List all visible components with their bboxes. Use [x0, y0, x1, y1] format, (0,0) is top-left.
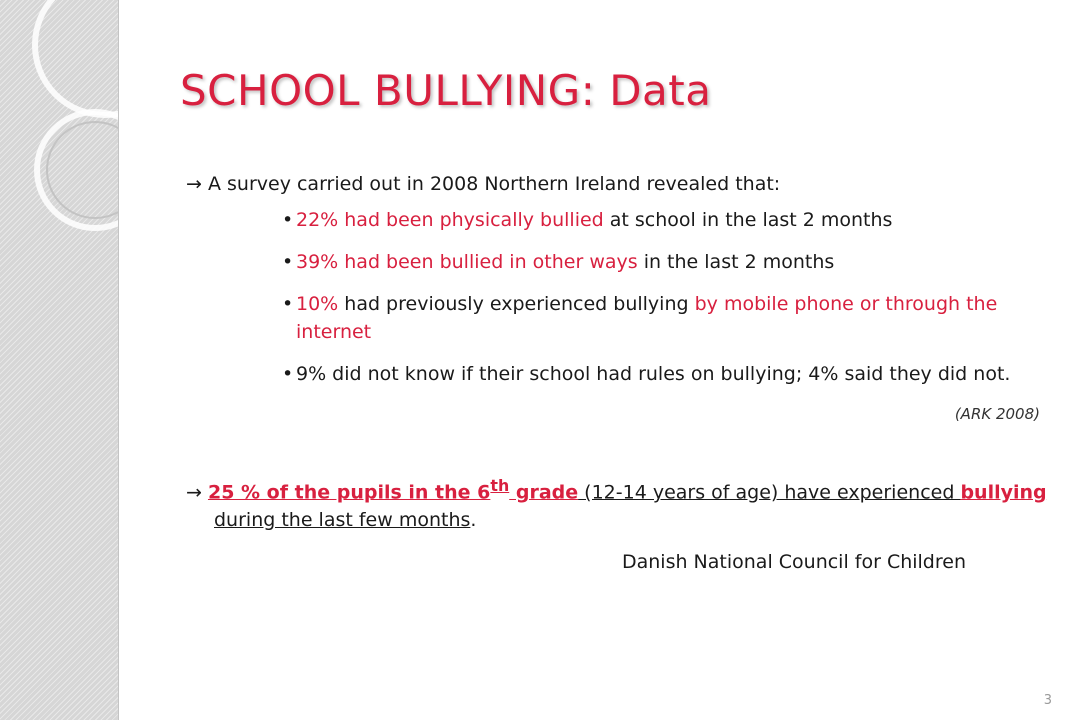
item-text: had previously experienced bullying: [338, 293, 695, 315]
survey-findings-list: [186, 206, 1056, 388]
decorative-sidebar: [0, 0, 119, 720]
list-item: [282, 206, 1056, 234]
item-text: 9% did not know if their school had rules on bullying; 4% said they did not.: [296, 363, 1011, 385]
highlighted-text: grade: [509, 481, 579, 504]
list-item: [282, 248, 1056, 276]
list-item: [282, 360, 1056, 388]
source-citation: Danish National Council for Children: [621, 551, 966, 574]
arrow-icon: →: [186, 481, 202, 504]
highlighted-text: 39% had been bullied in other ways: [296, 251, 638, 273]
highlighted-text: 10%: [296, 293, 339, 315]
item-text: at school in the last 2 months: [603, 209, 893, 231]
arrow-icon: →: [186, 173, 202, 195]
highlighted-text: bullying: [960, 481, 1047, 504]
statistic-text: during the last few months: [214, 509, 471, 532]
highlighted-text: by mobile phone or through the internet: [296, 293, 998, 343]
item-text: in the last 2 months: [637, 251, 835, 273]
page-number: 3: [1043, 693, 1052, 708]
list-item: [282, 290, 1056, 346]
survey-intro: [186, 170, 1056, 198]
statistic-text: (12-14 years of age) have experienced: [578, 481, 961, 504]
slide-body: [186, 170, 1056, 576]
highlighted-text: 22% had been physically bullied: [296, 209, 604, 231]
source-citation: (ARK 2008): [954, 405, 1040, 423]
danish-statistic: [186, 472, 1056, 534]
survey-intro-text: A survey carried out in 2008 Northern Ireland revealed that:: [207, 173, 781, 195]
statistic-period: .: [470, 509, 477, 532]
highlighted-text: 25 % of the pupils in the 6: [207, 481, 491, 504]
slide-title: SCHOOL BULLYING: Data: [180, 66, 712, 115]
superscript: th: [490, 476, 510, 495]
decorative-rings: [0, 0, 118, 260]
